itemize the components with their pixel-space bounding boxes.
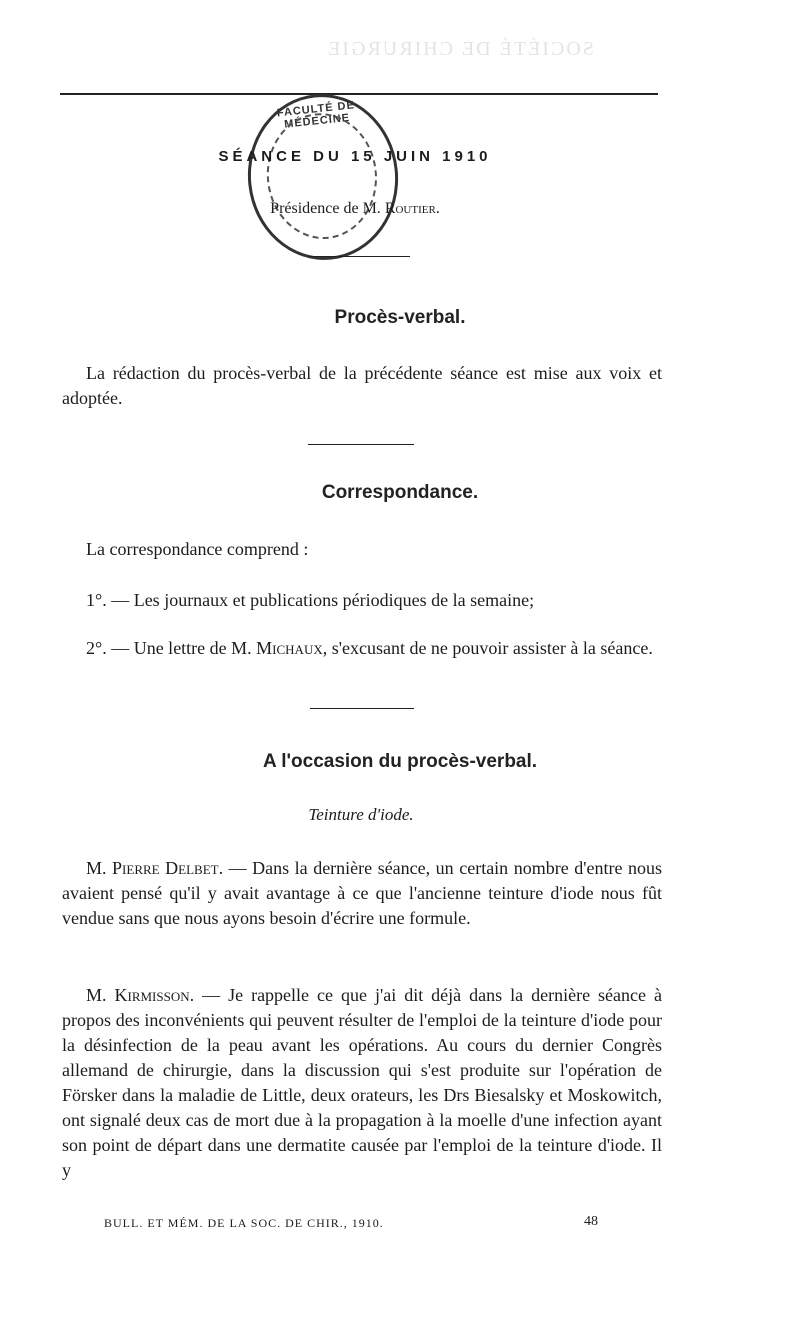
correspondance-heading: Correspondance. bbox=[321, 482, 479, 503]
item-2-prefix: 2°. — Une lettre de M. bbox=[86, 638, 257, 658]
kirmisson-text: . — Je rappelle ce que j'ai dit déjà dans la dernière séance à propos des inconvénients qui peuvent résulter de l'emploi de la teinture d'iode pour la désinfection de la peau avant les opérations. Au cours du dernier Congrès allemand de chirurgie, dans la discussion qui s'est produite sur l'opération de Försker dans la maladie de Little, deux orateurs, les Drs Biesalsky et Moskowitch, ont signalé deux cas de mort due à la propagation à la moelle d'une infection ayant son point de départ dans une dermatite causée par l'emploi de la teinture d'iode. Il y bbox=[62, 985, 662, 1180]
delbet-text: . — Dans la dernière séance, un certain nombre d'entre nous avaient pensé qu'il y avait avantage à ce que l'ancienne teinture d'iode nous fût vendue sans que nous ayons besoin d'écrire une formule. bbox=[62, 858, 662, 928]
michaux-name: Michaux bbox=[256, 638, 323, 658]
presidence-suffix: . bbox=[435, 200, 440, 217]
header-rule bbox=[308, 256, 410, 257]
kirmisson-name: Kirmisson bbox=[114, 985, 190, 1005]
presidence-prefix: Présidence de M. bbox=[270, 200, 385, 217]
correspondance-item-2 bbox=[62, 636, 662, 661]
presidence-line bbox=[0, 200, 710, 218]
occasion-subheading: Teinture d'iode. bbox=[308, 805, 414, 824]
correspondance-item-1: 1°. — Les journaux et publications périodiques de la semaine; bbox=[86, 590, 535, 610]
seance-title: SÉANCE DU 15 JUIN 1910 bbox=[218, 148, 492, 165]
item-2-suffix: , s'excusant de ne pouvoir assister à la séance. bbox=[322, 638, 653, 658]
occasion-heading: A l'occasion du procès-verbal. bbox=[262, 751, 538, 772]
president-name: Routier bbox=[384, 200, 436, 217]
delbet-paragraph bbox=[62, 856, 662, 931]
footer-citation: BULL. ET MÉM. DE LA SOC. DE CHIR., 1910. bbox=[104, 1216, 384, 1230]
library-stamp bbox=[240, 87, 407, 268]
kirmisson-paragraph bbox=[62, 983, 662, 1183]
section-rule-1 bbox=[308, 444, 414, 445]
delbet-name: Pierre Delbet bbox=[112, 858, 219, 878]
kirmisson-prefix: M. bbox=[86, 985, 115, 1005]
bleed-through-text: SOCIÉTÉ DE CHIRURGIE bbox=[326, 38, 594, 60]
top-rule bbox=[60, 93, 658, 95]
correspondance-intro: La correspondance comprend : bbox=[86, 539, 309, 559]
proces-verbal-heading: Procès-verbal. bbox=[334, 307, 466, 328]
section-rule-2 bbox=[310, 708, 414, 709]
page-number: 48 bbox=[584, 1214, 598, 1229]
proces-verbal-text: La rédaction du procès-verbal de la précédente séance est mise aux voix et adoptée. bbox=[62, 363, 662, 408]
stamp-text: FACULTÉ DE MÉDECINE bbox=[276, 99, 356, 131]
delbet-prefix: M. bbox=[86, 858, 113, 878]
